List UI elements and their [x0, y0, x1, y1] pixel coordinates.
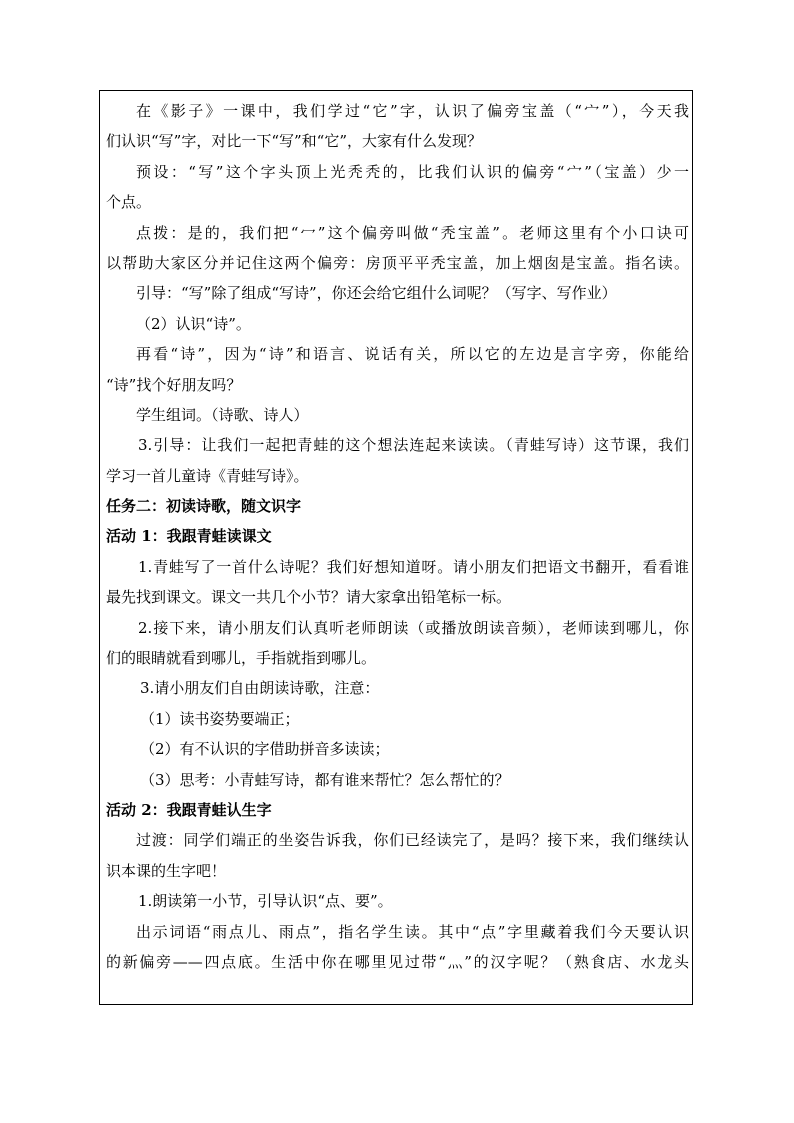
- section-heading: 任务二：初读诗歌，随文识字: [106, 497, 302, 516]
- paragraph-line: 以帮助大家区分并记住这两个偏旁：房顶平平秃宝盖，加上烟囱是宝盖。指名读。: [106, 253, 689, 272]
- paragraph-line: 再看“诗”，因为“诗”和语言、说话有关，所以它的左边是言字旁，你能给: [136, 345, 689, 364]
- paragraph-line: “诗”找个好朋友吗？: [106, 375, 242, 394]
- paragraph-line: 个点。: [106, 193, 152, 212]
- paragraph-line: 在《影子》一课中，我们学过“它”字，认识了偏旁宝盖（“宀”），今天我: [136, 102, 689, 120]
- paragraph-line: 的新偏旁——四点底。生活中你在哪里见过带“灬”的汉字呢？（熟食店、水龙头: [106, 952, 689, 971]
- paragraph-line: 学生组词。（诗歌、诗人）: [136, 405, 309, 424]
- paragraph-line: 1.青蛙写了一首什么诗呢？我们好想知道呀。请小朋友们把语文书翻开，看看谁: [138, 557, 689, 576]
- activity-heading: 活动 1：我跟青蛙读课文: [106, 527, 272, 546]
- activity-heading: 活动 2：我跟青蛙认生字: [106, 800, 272, 819]
- paragraph-line: 们认识“写”字，对比一下“写”和“它”，大家有什么发现？: [106, 132, 483, 151]
- paragraph-line: 学习一首儿童诗《青蛙写诗》。: [106, 466, 309, 485]
- list-item: （1）读书姿势要端正；: [140, 709, 300, 728]
- paragraph-line: 们的眼睛就看到哪儿，手指就指到哪儿。: [106, 649, 377, 668]
- paragraph-line: 识本课的生字吧！: [106, 861, 227, 880]
- paragraph-line: 最先找到课文。课文一共几个小节？请大家拿出铅笔标一标。: [106, 588, 512, 607]
- paragraph-line: 3.引导：让我们一起把青蛙的这个想法连起来读读。（青蛙写诗）这节课，我们: [138, 436, 689, 455]
- paragraph-line: 过渡：同学们端正的坐姿告诉我，你们已经读完了，是吗？接下来，我们继续认: [136, 831, 689, 850]
- paragraph-line: 预设：“写”这个字头顶上光秃秃的，比我们认识的偏旁“宀”（宝盖）少一: [136, 162, 689, 181]
- paragraph-line: 3.请小朋友们自由朗读诗歌，注意：: [140, 679, 380, 698]
- list-item: （3）思考：小青蛙写诗，都有谁来帮忙？怎么帮忙的？: [140, 770, 510, 789]
- paragraph-line: 2.接下来，请小朋友们认真听老师朗读（或播放朗读音频），老师读到哪儿，你: [138, 618, 689, 637]
- paragraph-line: 点拨：是的，我们把“冖”这个偏旁叫做“秃宝盖”。老师这里有个小口诀可: [136, 223, 689, 242]
- paragraph-line: 1.朗读第一小节，引导认识“点、要”。: [138, 892, 393, 911]
- paragraph-line: 出示词语“雨点儿、雨点”，指名学生读。其中“点”字里藏着我们今天要认识: [136, 922, 689, 941]
- document-body: [106, 96, 689, 977]
- paragraph-line: 引导：“写”除了组成“写诗”，你还会给它组什么词呢？（写字、写作业）: [136, 284, 617, 303]
- list-item: （2）有不认识的字借助拼音多读读；: [140, 740, 390, 759]
- paragraph-line: （2）认识“诗”。: [136, 314, 251, 333]
